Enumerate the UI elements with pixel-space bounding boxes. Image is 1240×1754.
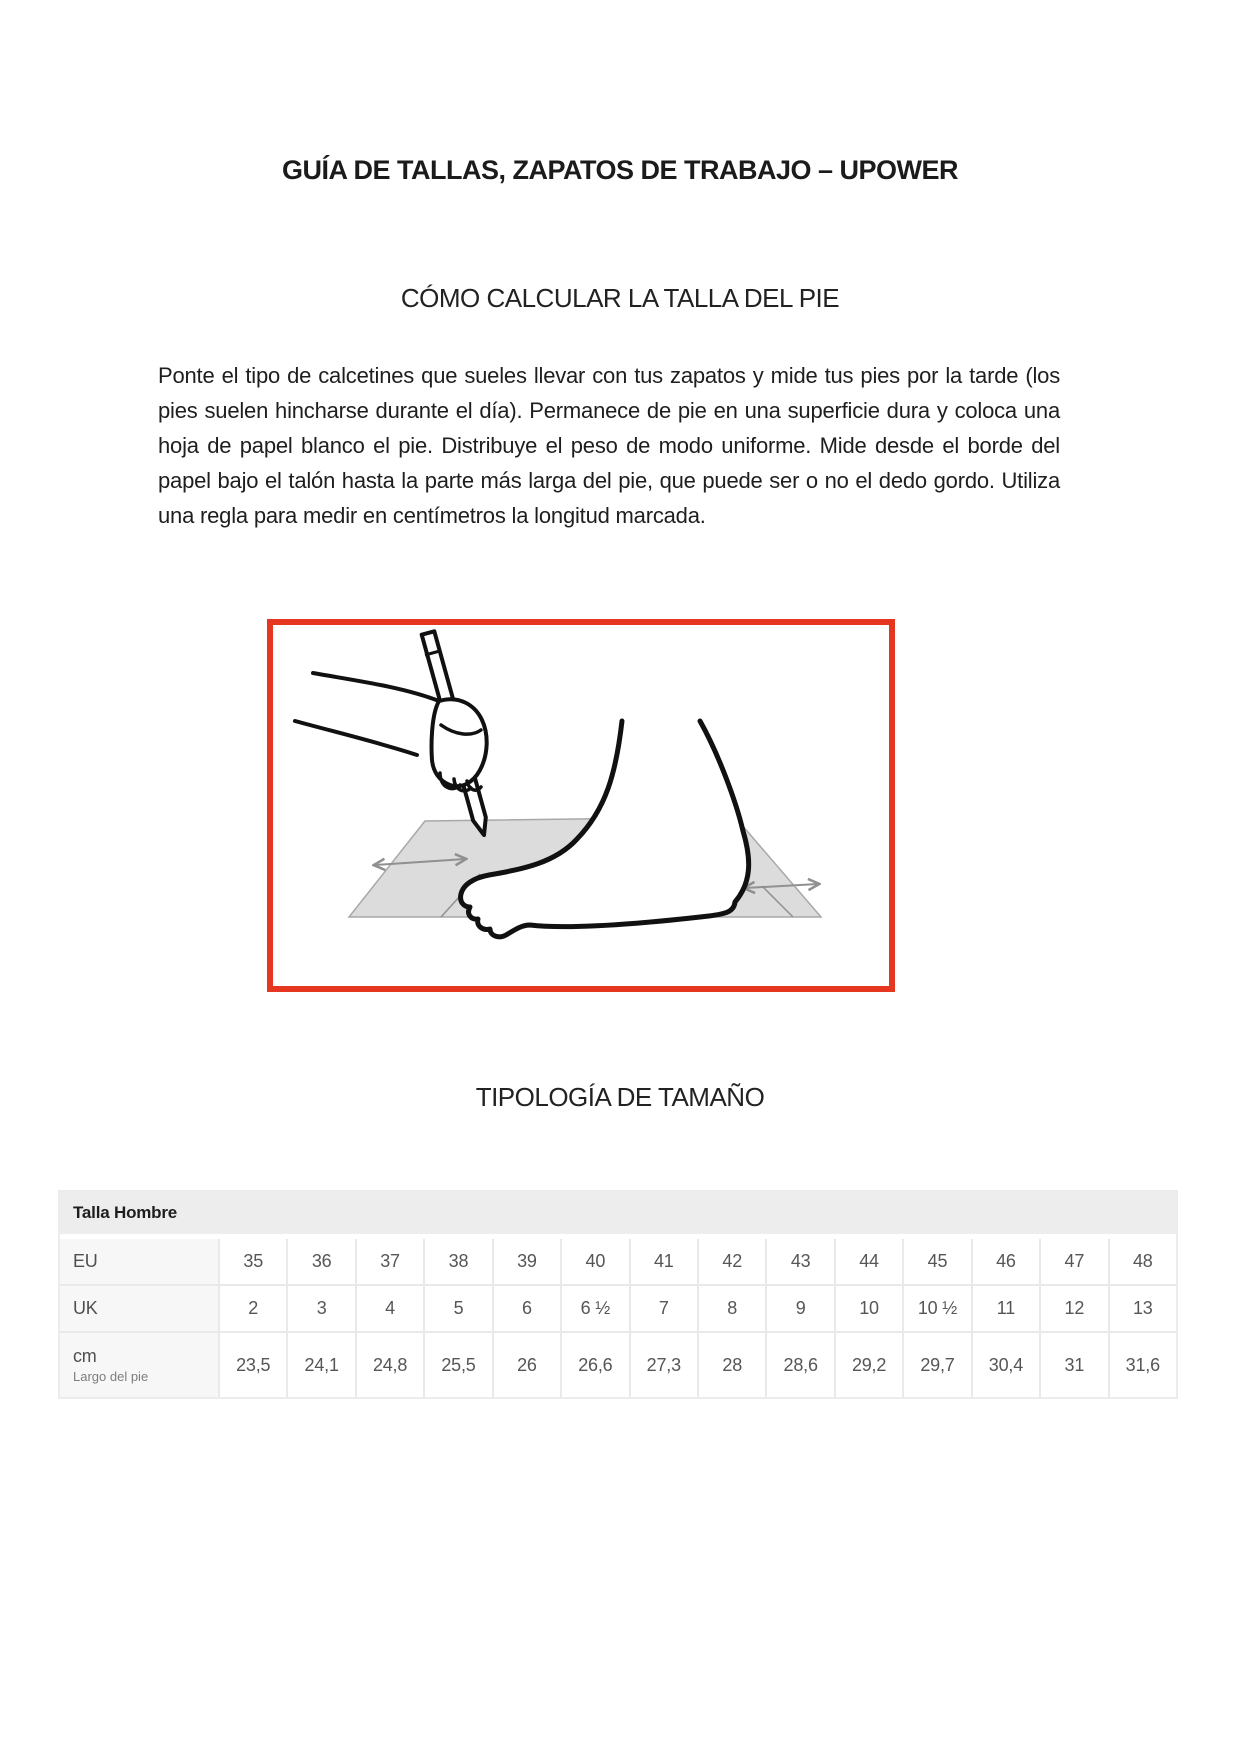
size-value-cell: 38 — [425, 1239, 491, 1284]
size-value-cell: 26,6 — [562, 1333, 628, 1397]
size-value-cell: 31 — [1041, 1333, 1107, 1397]
size-value-cell: 4 — [357, 1286, 423, 1331]
size-value-cell: 24,8 — [357, 1333, 423, 1397]
size-value-cell: 26 — [494, 1333, 560, 1397]
page-title: GUÍA DE TALLAS, ZAPATOS DE TRABAJO – UPOWER — [281, 155, 959, 185]
size-value-cell: 41 — [631, 1239, 697, 1284]
foot-measuring-illustration — [273, 625, 889, 986]
size-value-cell: 2 — [220, 1286, 286, 1331]
measure-section-heading: CÓMO CALCULAR LA TALLA DEL PIE — [400, 283, 840, 313]
size-row-label-eu: EU — [60, 1239, 218, 1284]
hand-icon — [295, 673, 487, 791]
sizes-section-heading: TIPOLOGÍA DE TAMAÑO — [475, 1082, 765, 1112]
size-value-cell: 9 — [767, 1286, 833, 1331]
size-value-cell: 6 — [494, 1286, 560, 1331]
size-value-cell: 5 — [425, 1286, 491, 1331]
size-value-cell: 35 — [220, 1239, 286, 1284]
size-value-cell: 10 ½ — [904, 1286, 970, 1331]
size-value-cell: 27,3 — [631, 1333, 697, 1397]
size-value-cell: 24,1 — [288, 1333, 354, 1397]
size-value-cell: 46 — [973, 1239, 1039, 1284]
size-value-cell: 43 — [767, 1239, 833, 1284]
size-row-label-cm: cm Largo del pie — [60, 1333, 218, 1397]
size-value-cell: 25,5 — [425, 1333, 491, 1397]
size-value-cell: 3 — [288, 1286, 354, 1331]
size-value-cell: 42 — [699, 1239, 765, 1284]
foot-measuring-figure — [267, 619, 895, 992]
size-value-cell: 11 — [973, 1286, 1039, 1331]
size-value-cell: 37 — [357, 1239, 423, 1284]
size-value-cell: 31,6 — [1110, 1333, 1176, 1397]
size-value-cell: 40 — [562, 1239, 628, 1284]
size-value-cell: 36 — [288, 1239, 354, 1284]
size-value-cell: 29,7 — [904, 1333, 970, 1397]
size-value-cell: 29,2 — [836, 1333, 902, 1397]
size-value-cell: 45 — [904, 1239, 970, 1284]
size-row-label-uk: UK — [60, 1286, 218, 1331]
size-value-cell: 12 — [1041, 1286, 1107, 1331]
size-value-cell: 13 — [1110, 1286, 1176, 1331]
size-value-cell: 6 ½ — [562, 1286, 628, 1331]
size-value-cell: 7 — [631, 1286, 697, 1331]
size-table-body — [60, 1239, 1176, 1397]
size-value-cell: 39 — [494, 1239, 560, 1284]
size-value-cell: 47 — [1041, 1239, 1107, 1284]
size-value-cell: 28 — [699, 1333, 765, 1397]
size-value-cell: 30,4 — [973, 1333, 1039, 1397]
size-value-cell: 28,6 — [767, 1333, 833, 1397]
size-value-cell: 8 — [699, 1286, 765, 1331]
size-value-cell: 44 — [836, 1239, 902, 1284]
size-value-cell: 10 — [836, 1286, 902, 1331]
size-table-header: Talla Hombre — [60, 1192, 1176, 1239]
size-table — [58, 1190, 1178, 1399]
measure-instructions-paragraph: Ponte el tipo de calcetines que sueles llevar con tus zapatos y mide tus pies por la tarde (los pies suelen hincharse durante el día). Permanece de pie en una superficie dura y coloca una hoja de papel blanco el pie. Distribuye el peso de modo uniforme. Mide desde el borde del papel bajo el talón hasta la parte más larga del pie, que puede ser o no el dedo gordo. Utiliza una regla para medir en centímetros la longitud marcada. — [158, 363, 1060, 528]
size-value-cell: 23,5 — [220, 1333, 286, 1397]
size-value-cell: 48 — [1110, 1239, 1176, 1284]
